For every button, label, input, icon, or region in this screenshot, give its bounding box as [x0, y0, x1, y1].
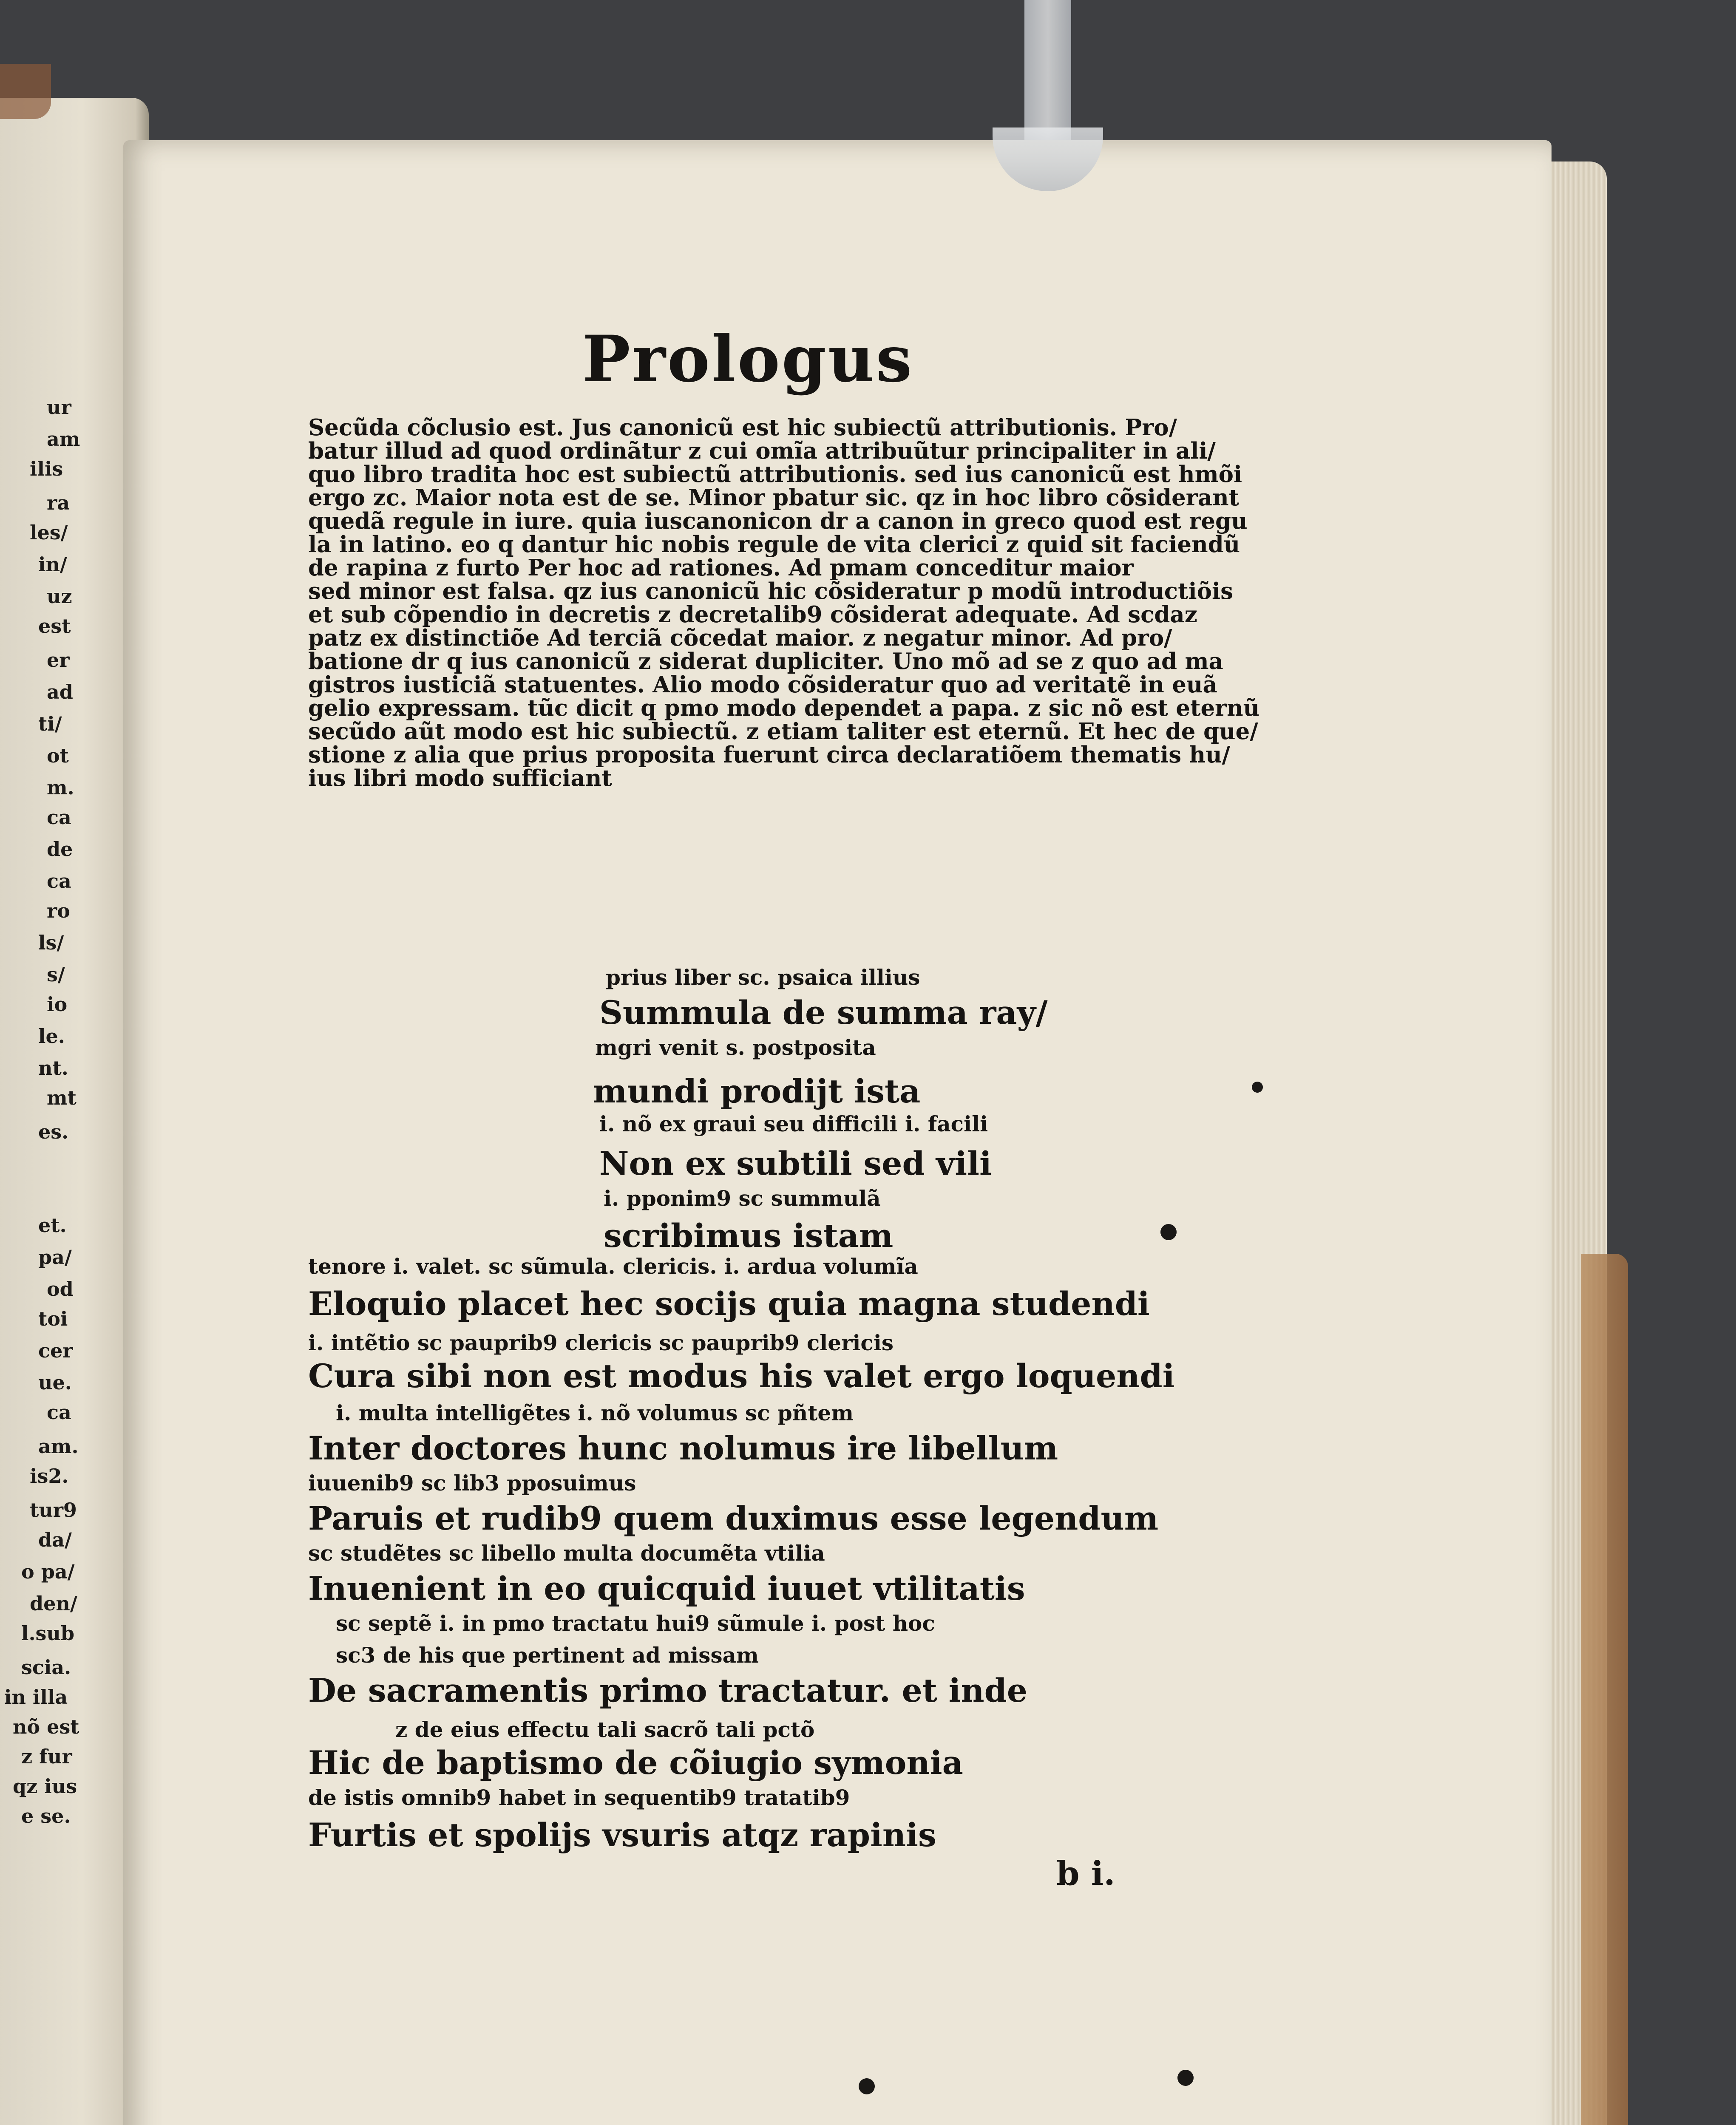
gloss-line: sc3 de his que pertinent ad missam [336, 1643, 759, 1668]
left-page-fragment: l.sub [21, 1622, 74, 1645]
ink-dot [1252, 1082, 1263, 1093]
prose-line: gelio expressam. tũc dicit q pmo modo dependet a papa. z sic nõ est eternũ [308, 695, 1260, 721]
left-page-fragment: in illa [4, 1686, 68, 1708]
verse-line: Non ex subtili sed vili [599, 1145, 992, 1182]
left-page-fragment: cer [38, 1339, 73, 1362]
gloss-line: iuuenib9 sc lib3 pposuimus [308, 1470, 636, 1496]
gloss-line: prius liber sc. psaica illius [606, 965, 920, 990]
left-page-fragment: ot [47, 744, 69, 767]
verse-line: Hic de baptismo de cõiugio symonia [308, 1744, 963, 1782]
page-title: Prologus [582, 322, 914, 397]
prose-line: sed minor est falsa. qz ius canonicũ hic cõsideratur p modũ introductiõis [308, 578, 1234, 604]
left-page-fragment: de [47, 838, 73, 861]
left-page-fragment: mt [47, 1086, 77, 1109]
left-page-fragment: ilis [30, 457, 63, 480]
left-page-fragment: m. [47, 776, 74, 799]
ink-dot [1177, 2070, 1194, 2086]
prose-line: la in latino. eo q dantur hic nobis regule de vita clerici z quid sit faciendũ [308, 531, 1240, 558]
verse-line: mundi prodijt ista [593, 1072, 921, 1110]
verse-line: Cura sibi non est modus his valet ergo loquendi [308, 1357, 1175, 1395]
left-page-fragment: is2. [30, 1465, 69, 1488]
left-page-fragment: ti/ [38, 712, 62, 735]
left-page-fragment: o pa/ [21, 1560, 75, 1583]
gloss-line: mgri venit s. postposita [595, 1035, 876, 1060]
left-page-fragment: et. [38, 1214, 67, 1237]
left-page-fragment: pa/ [38, 1246, 72, 1269]
left-page-fragment: ad [47, 680, 73, 703]
verse-line: De sacramentis primo tractatur. et inde [308, 1672, 1028, 1709]
left-page-fragment: ro [47, 899, 70, 922]
verse-line: Inuenient in eo quicquid iuuet vtilitatis [308, 1570, 1025, 1607]
gloss-line: i. intẽtio sc pauprib9 clericis sc pauprib9 clericis [308, 1330, 894, 1355]
left-page-fragment: ca [47, 1401, 71, 1424]
left-page-fragment: les/ [30, 521, 68, 544]
prose-line: secũdo aũt modo est hic subiectũ. z etiam taliter est eternũ. Et hec de que/ [308, 718, 1258, 745]
left-page-fragment: tur9 [30, 1499, 77, 1522]
left-page-fragment: nõ est [13, 1715, 79, 1738]
left-page-fragment: s/ [47, 963, 65, 986]
prose-line: quo libro tradita hoc est subiectũ attributionis. sed ius canonicũ est hmõi [308, 461, 1242, 487]
left-page-fragment: ur [47, 396, 71, 419]
gloss-line: tenore i. valet. sc sũmula. clericis. i. ardua volumĩa [308, 1254, 918, 1279]
left-page-fragment: ls/ [38, 931, 64, 954]
prose-line: Secũda cõclusio est. Jus canonicũ est hic subiectũ attributionis. Pro/ [308, 414, 1177, 441]
left-page-fragment: io [47, 993, 68, 1016]
prose-line: de rapina z furto Per hoc ad rationes. Ad pmam conceditur maior [308, 555, 1134, 581]
left-page-fragment: am. [38, 1435, 79, 1458]
gloss-line: i. nõ ex graui seu difficili i. facili [599, 1111, 988, 1136]
prose-line: stione z alia que prius proposita fuerunt circa declaratiõem thematis hu/ [308, 742, 1231, 768]
prose-line: patz ex distinctiõe Ad terciã cõcedat maior. z negatur minor. Ad pro/ [308, 625, 1172, 651]
page-edge-stain [1581, 1254, 1628, 2125]
left-page-fragment: z fur [21, 1745, 72, 1768]
left-page-fragment: ra [47, 491, 70, 514]
left-page-fragment: e se. [21, 1805, 71, 1828]
gloss-line: sc studẽtes sc libello multa documẽta vtilia [308, 1541, 825, 1566]
gloss-line: i. multa intelligẽtes i. nõ volumus sc pñtem [336, 1400, 854, 1425]
verse-line: Summula de summa ray/ [599, 994, 1048, 1031]
ink-dot [859, 2078, 875, 2094]
top-clip-stem [1024, 0, 1071, 140]
left-page-fragment: es. [38, 1120, 69, 1143]
verse-line: Eloquio placet hec socijs quia magna studendi [308, 1285, 1150, 1323]
prose-line: quedã regule in iure. quia iuscanonicon dr a canon in greco quod est regu [308, 508, 1248, 534]
left-page-fragment: in/ [38, 553, 67, 576]
left-page-fragment: uz [47, 585, 72, 608]
left-page-fragment: am [47, 428, 80, 450]
gloss-line: sc septẽ i. in pmo tractatu hui9 sũmule i. post hoc [336, 1611, 935, 1636]
left-page-fragment: scia. [21, 1656, 71, 1679]
left-page-fragment: er [47, 649, 70, 672]
prose-line: ius libri modo sufficiant [308, 765, 612, 791]
gloss-line: de istis omnib9 habet in sequentib9 tratatib9 [308, 1785, 850, 1810]
prose-line: ergo zc. Maior nota est de se. Minor pbatur sic. qz in hoc libro cõsiderant [308, 484, 1240, 511]
prose-line: gistros iusticiã statuentes. Alio modo cõsideratur quo ad veritatẽ in euã [308, 672, 1217, 698]
left-page-fragment: ca [47, 806, 71, 829]
left-page-fragment: od [47, 1278, 74, 1300]
verse-line: Inter doctores hunc nolumus ire libellum [308, 1429, 1058, 1467]
prose-line: batur illud ad quod ordinãtur z cui omĩa attribuũtur principaliter in ali/ [308, 438, 1216, 464]
left-page-fragment: ue. [38, 1371, 72, 1394]
ink-dot [1160, 1224, 1177, 1240]
left-page-fragment: qz ius [13, 1775, 77, 1798]
left-page-fragment: toi [38, 1307, 68, 1330]
signature-mark: b i. [1056, 1854, 1115, 1893]
verse-line: scribimus istam [604, 1217, 894, 1255]
left-page-fragment: da/ [38, 1528, 72, 1551]
left-page-fragment: nt. [38, 1057, 68, 1080]
prose-line: batione dr q ius canonicũ z siderat dupliciter. Uno mõ ad se z quo ad ma [308, 648, 1223, 674]
leather-binding [0, 64, 51, 119]
gloss-line: z de eius effectu tali sacrõ tali pctõ [395, 1717, 815, 1742]
left-page-fragment: ca [47, 870, 71, 892]
prose-line: et sub cõpendio in decretis z decretalib9 cõsiderat adequate. Ad scdaz [308, 601, 1197, 628]
verse-line: Paruis et rudib9 quem duximus esse legendum [308, 1499, 1159, 1537]
left-page-fragment: den/ [30, 1592, 77, 1615]
left-page-fragment: le. [38, 1025, 65, 1048]
verse-line: Furtis et spolijs vsuris atqz rapinis [308, 1816, 936, 1854]
gloss-line: i. pponim9 sc summulã [604, 1186, 881, 1211]
left-page-fragment: est [38, 615, 71, 638]
